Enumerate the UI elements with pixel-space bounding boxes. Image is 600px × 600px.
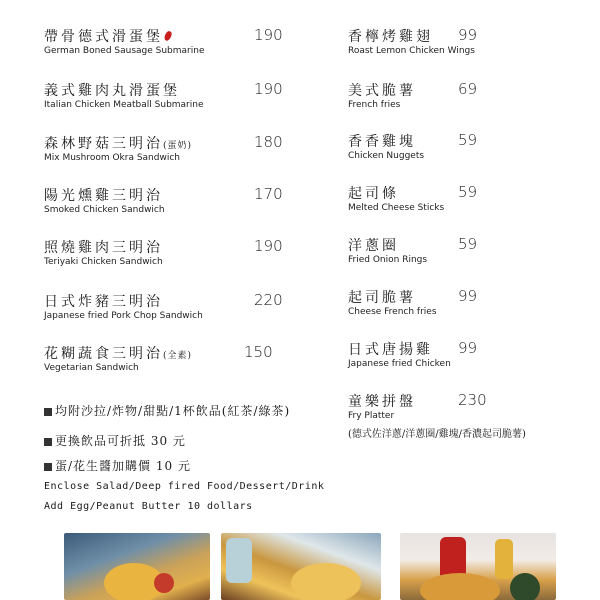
item-name-en: Roast Lemon Chicken Wings	[348, 46, 475, 56]
item-name-zh: 花糊蔬食三明治	[44, 346, 163, 362]
item-price: 59	[458, 131, 478, 149]
item-price: 190	[254, 237, 283, 255]
item-name-zh: 洋蔥圈	[348, 238, 399, 254]
item-name-zh: 美式脆薯	[348, 83, 416, 99]
item-price: 59	[458, 235, 478, 253]
item-name-en: German Boned Sausage Submarine	[44, 46, 205, 56]
chili-icon	[163, 30, 173, 42]
item-price: 99	[458, 339, 478, 357]
item-name-en: Chicken Nuggets	[348, 151, 425, 161]
item-price: 230	[458, 391, 487, 409]
item-price: 190	[254, 80, 283, 98]
item-name-en: Teriyaki Chicken Sandwich	[44, 257, 163, 267]
item-price: 59	[458, 183, 478, 201]
food-photo	[64, 533, 210, 600]
item-name-en: Japanese fried Chicken	[348, 359, 451, 369]
item-name-zh: 童樂拼盤	[348, 394, 416, 410]
item-price: 220	[254, 291, 283, 309]
note-text: 蛋/花生醬加購價 10 元	[55, 459, 191, 473]
item-price: 190	[254, 26, 283, 44]
item-name-zh: 日式炸豬三明治	[44, 294, 163, 310]
item-price: 150	[244, 343, 273, 361]
item-price: 69	[458, 80, 478, 98]
item-name-en: Cheese French fries	[348, 307, 437, 317]
square-bullet-icon	[44, 438, 52, 446]
item-name-en: Fry Platter	[348, 411, 395, 421]
note-text: 均附沙拉/炸物/甜點/1杯飲品(紅茶/綠茶)	[55, 404, 291, 418]
item-name-zh: 陽光燻雞三明治	[44, 188, 163, 204]
item-name-zh: 帶骨德式滑蛋堡	[44, 29, 163, 45]
note-text: 更換飲品可折抵 30 元	[55, 434, 186, 448]
item-price: 180	[254, 133, 283, 151]
note-text-en: Enclose Salad/Deep fired Food/Dessert/Drink	[44, 481, 325, 492]
square-bullet-icon	[44, 408, 52, 416]
item-price: 99	[458, 26, 478, 44]
item-name-zh: 香檸烤雞翅	[348, 29, 433, 45]
item-name-en: Melted Cheese Sticks	[348, 203, 445, 213]
item-name-zh: 起司脆薯	[348, 290, 416, 306]
item-name-en: Vegetarian Sandwich	[44, 363, 139, 373]
food-photo	[221, 533, 381, 600]
item-name-zh: 義式雞肉丸滑蛋堡	[44, 83, 180, 99]
item-contents-zh: (德式佐洋蔥/洋蔥圈/雞塊/香濃起司脆薯)	[348, 429, 526, 440]
item-note-zh: (蛋奶)	[163, 141, 193, 151]
item-name-zh: 香香雞塊	[348, 134, 416, 150]
item-name-zh: 森林野菇三明治	[44, 136, 163, 152]
item-name-zh: 日式唐揚雞	[348, 342, 433, 358]
item-note-zh: (全素)	[163, 351, 193, 361]
item-price: 170	[254, 185, 283, 203]
item-name-en: Mix Mushroom Okra Sandwich	[44, 153, 180, 163]
food-photo	[400, 533, 556, 600]
note-text-en: Add Egg/Peanut Butter 10 dollars	[44, 501, 253, 512]
item-name-zh: 起司條	[348, 186, 399, 202]
item-name-en: Smoked Chicken Sandwich	[44, 205, 165, 215]
item-name-en: Fried Onion Rings	[348, 255, 428, 265]
item-price: 99	[458, 287, 478, 305]
food-photos	[0, 530, 600, 600]
item-name-en: Italian Chicken Meatball Submarine	[44, 100, 204, 110]
square-bullet-icon	[44, 463, 52, 471]
item-name-zh: 照燒雞肉三明治	[44, 240, 163, 256]
item-name-en: Japanese fried Pork Chop Sandwich	[44, 311, 203, 321]
item-name-en: French fries	[348, 100, 401, 110]
